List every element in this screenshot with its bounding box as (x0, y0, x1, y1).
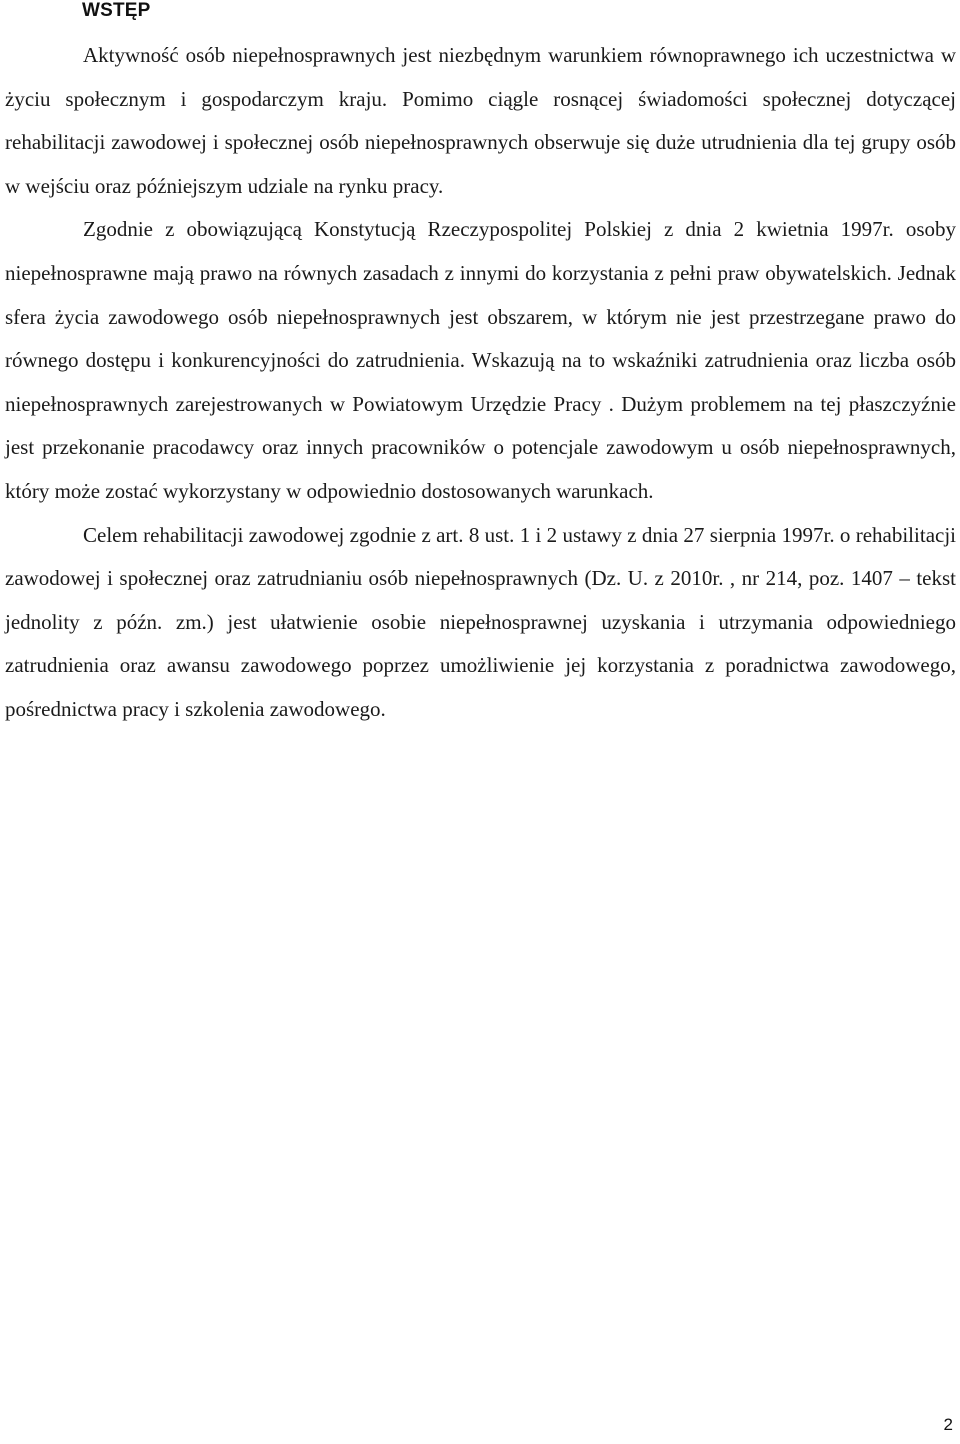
page-number: 2 (943, 1415, 953, 1434)
paragraph-intro: Aktywność osób niepełnosprawnych jest niezbędnym warunkiem równoprawnego ich uczestnictwa w życiu społecznym i gospodarczym kraju. Pomimo ciągle rosnącej świadomości społecznej dotyczącej rehabilitacji zawodowej i społecznej osób niepełnosprawnych obserwuje się duże utrudnienia dla tej grupy osób w wejściu oraz późniejszym udziale na rynku pracy. (5, 43, 956, 198)
body-text (5, 34, 956, 732)
paragraph-rehabilitation-goal: Celem rehabilitacji zawodowej zgodnie z art. 8 ust. 1 i 2 ustawy z dnia 27 sierpnia 1997r. o rehabilitacji zawodowej i społecznej oraz zatrudnianiu osób niepełnosprawnych (Dz. U. z 2010r. , nr 214, poz. 1407 – tekst jednolity z późn. zm.) jest ułatwienie osobie niepełnosprawnej uzyskania i utrzymania odpowiedniego zatrudnienia oraz awansu zawodowego poprzez umożliwienie jej korzystania z poradnictwa zawodowego, pośrednictwa pracy i szkolenia zawodowego. (5, 522, 956, 721)
paragraph-constitution: Zgodnie z obowiązującą Konstytucją Rzeczypospolitej Polskiej z dnia 2 kwietnia 1997r. osoby niepełnosprawne mają prawo na równych zasadach z innymi do korzystania z pełni praw obywatelskich. Jednak sfera życia zawodowego osób niepełnosprawnych jest obszarem, w którym nie jest przestrzegane prawo do równego dostępu i konkurencyjności do zatrudnienia. Wskazują na to wskaźniki zatrudnienia oraz liczba osób niepełnosprawnych zarejestrowanych w Powiatowym Urzędzie Pracy . Dużym problemem na tej płaszczyźnie jest przekonanie pracodawcy oraz innych pracowników o potencjale zawodowym u osób niepełnosprawnych, który może zostać wykorzystany w odpowiednio dostosowanych warunkach. (5, 217, 956, 503)
section-heading: WSTĘP (82, 0, 151, 21)
